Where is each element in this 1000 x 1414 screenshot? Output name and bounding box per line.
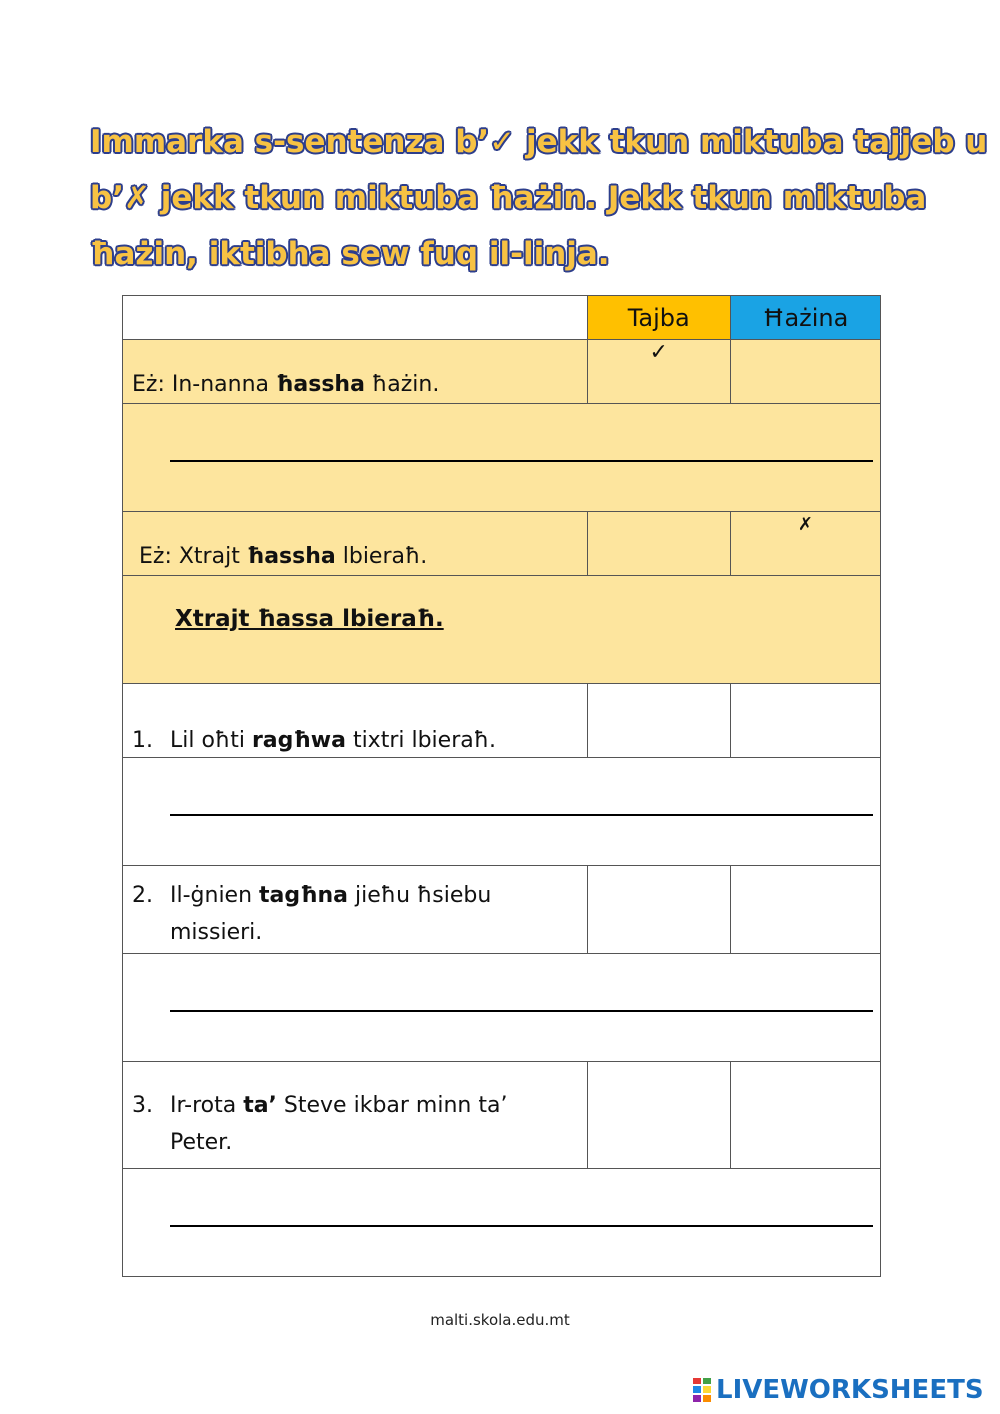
item-2-answer-cell[interactable] xyxy=(123,954,881,1062)
instructions-line-2: b’✗ jekk tkun miktuba ħażin. Jekk tkun miktuba xyxy=(90,180,927,216)
answer-line xyxy=(170,1225,873,1227)
logo-icon xyxy=(692,1377,712,1403)
item-3-answer-cell[interactable] xyxy=(123,1169,881,1277)
example-2-row xyxy=(123,512,881,576)
example-1-prefix: Eż: In-nanna xyxy=(132,372,277,397)
item-3-tajba-cell[interactable] xyxy=(587,1062,730,1169)
answer-line xyxy=(170,460,873,462)
item-1-suffix: tixtri lbieraħ. xyxy=(345,728,497,753)
item-1-number: 1. xyxy=(132,728,153,753)
example-2-answer: Xtrajt ħassa lbieraħ. xyxy=(175,606,444,632)
header-empty-cell xyxy=(123,296,588,340)
example-2-hazina-cell[interactable] xyxy=(730,512,880,576)
logo-text: LIVEWORKSHEETS xyxy=(716,1375,984,1405)
item-2-tajba-cell[interactable] xyxy=(587,866,730,954)
table-header-row xyxy=(123,296,881,340)
item-3-row xyxy=(123,1062,881,1169)
item-2-prefix: Il-ġnien xyxy=(170,883,260,908)
example-1-answer-cell[interactable] xyxy=(123,404,881,512)
item-1-sentence xyxy=(123,684,588,758)
example-2-suffix: lbieraħ. xyxy=(335,544,428,569)
example-2-answer-cell[interactable] xyxy=(123,576,881,684)
example-1-sentence xyxy=(123,340,588,404)
item-2-row xyxy=(123,866,881,954)
item-3-prefix: Ir-rota xyxy=(170,1093,244,1118)
instructions xyxy=(90,114,988,282)
item-2-sentence xyxy=(123,866,588,954)
item-2-bold-word: tagħna xyxy=(259,883,349,908)
item-2-hazina-cell[interactable] xyxy=(730,866,880,954)
item-3-bold-word: ta’ xyxy=(243,1093,277,1118)
worksheet-table xyxy=(122,295,881,1277)
answer-line xyxy=(170,814,873,816)
item-3-sentence xyxy=(123,1062,588,1169)
item-1-answer-cell[interactable] xyxy=(123,758,881,866)
item-1-prefix: Lil oħti xyxy=(170,728,252,753)
item-2-number: 2. xyxy=(132,883,153,908)
header-hazina: Ħażina xyxy=(730,296,880,340)
example-2-tajba-cell[interactable] xyxy=(587,512,730,576)
footer-source: malti.skola.edu.mt xyxy=(430,1311,570,1329)
item-2-line2: missieri. xyxy=(170,920,263,945)
example-1-answer-row xyxy=(123,404,881,512)
item-3-line2: Peter. xyxy=(170,1130,233,1155)
item-1-hazina-cell[interactable] xyxy=(730,684,880,758)
example-1-row xyxy=(123,340,881,404)
item-3-number: 3. xyxy=(132,1093,153,1118)
item-3-suffix: Steve ikbar minn ta’ xyxy=(276,1093,508,1118)
answer-line xyxy=(170,1010,873,1012)
example-1-tajba-cell[interactable] xyxy=(587,340,730,404)
example-2-sentence xyxy=(123,512,588,576)
item-1-tajba-cell[interactable] xyxy=(587,684,730,758)
example-1-bold-word: ħassha xyxy=(276,372,365,397)
item-1-row xyxy=(123,684,881,758)
cross-mark-icon: ✗ xyxy=(797,514,813,535)
instructions-line-3: ħażin, iktibha sew fuq il-linja. xyxy=(90,236,610,272)
example-2-prefix: Eż: Xtrajt xyxy=(139,544,247,569)
example-2-answer-row xyxy=(123,576,881,684)
item-2-answer-row xyxy=(123,954,881,1062)
item-2-suffix: jieħu ħsiebu xyxy=(348,883,492,908)
example-1-suffix: ħażin. xyxy=(364,372,440,397)
item-3-answer-row xyxy=(123,1169,881,1277)
liveworksheets-logo[interactable] xyxy=(692,1374,984,1406)
header-tajba: Tajba xyxy=(587,296,730,340)
example-2-bold-word: ħassha xyxy=(246,544,336,569)
item-1-bold-word: ragħwa xyxy=(251,728,346,753)
item-3-hazina-cell[interactable] xyxy=(730,1062,880,1169)
item-1-answer-row xyxy=(123,758,881,866)
instructions-line-1: Immarka s-sentenza b’✓ jekk tkun miktuba tajjeb u xyxy=(90,124,988,160)
check-mark-icon: ✓ xyxy=(649,340,668,365)
example-1-hazina-cell[interactable] xyxy=(730,340,880,404)
